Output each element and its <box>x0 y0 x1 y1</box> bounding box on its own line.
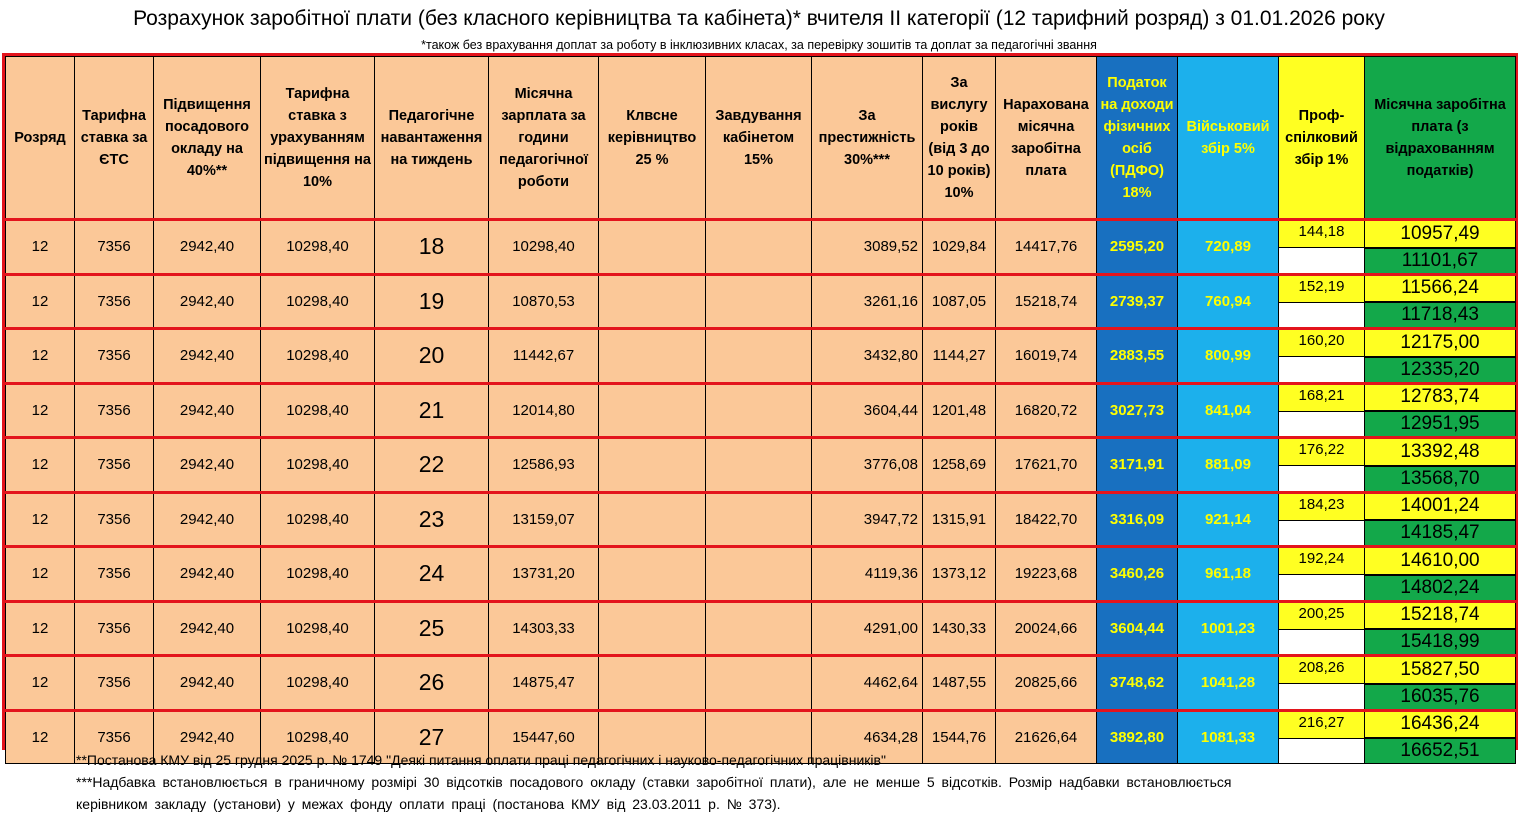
cell-class <box>599 438 706 493</box>
cell-increase: 2942,40 <box>154 492 261 547</box>
cell-net-without-union: 16035,76 <box>1365 684 1516 711</box>
cell-tariff: 7356 <box>75 492 154 547</box>
cell-class <box>599 274 706 329</box>
cell-rank: 12 <box>6 274 75 329</box>
header-military: Військовий збір 5% <box>1178 57 1279 220</box>
cell-seniority: 1201,48 <box>923 383 996 438</box>
cell-net-without-union: 11101,67 <box>1365 248 1516 275</box>
cell-union-blank <box>1279 684 1365 711</box>
cell-tariff: 7356 <box>75 274 154 329</box>
cell-monthly: 10870,53 <box>489 274 599 329</box>
cell-military: 1081,33 <box>1178 710 1279 764</box>
cell-union-blank <box>1279 357 1365 384</box>
cell-cabinet <box>706 492 812 547</box>
cell-load: 24 <box>375 547 489 602</box>
cell-net-after-union: 13392,48 <box>1365 438 1516 466</box>
cell-prestige: 3604,44 <box>812 383 923 438</box>
table-row <box>6 274 1516 302</box>
cell-accrued: 17621,70 <box>996 438 1097 493</box>
cell-load: 20 <box>375 329 489 384</box>
cell-military: 921,14 <box>1178 492 1279 547</box>
table-row <box>6 492 1516 520</box>
cell-union: 160,20 <box>1279 329 1365 357</box>
table-row <box>6 438 1516 466</box>
cell-pdfo: 3316,09 <box>1097 492 1178 547</box>
salary-table <box>5 56 1516 764</box>
header-prestige: За престижність 30%*** <box>812 57 923 220</box>
cell-tariff-adj: 10298,40 <box>261 220 375 275</box>
cell-rank: 12 <box>6 547 75 602</box>
cell-seniority: 1144,27 <box>923 329 996 384</box>
cell-cabinet <box>706 547 812 602</box>
cell-rank: 12 <box>6 492 75 547</box>
cell-military: 1001,23 <box>1178 601 1279 656</box>
cell-class <box>599 547 706 602</box>
cell-seniority: 1087,05 <box>923 274 996 329</box>
cell-accrued: 16019,74 <box>996 329 1097 384</box>
cell-military: 800,99 <box>1178 329 1279 384</box>
cell-prestige: 3432,80 <box>812 329 923 384</box>
cell-cabinet <box>706 383 812 438</box>
cell-prestige: 4634,28 <box>812 710 923 764</box>
cell-net-after-union: 15827,50 <box>1365 656 1516 684</box>
cell-union: 176,22 <box>1279 438 1365 466</box>
header-row <box>6 57 1516 220</box>
cell-class <box>599 492 706 547</box>
cell-union-blank <box>1279 520 1365 547</box>
cell-net-after-union: 12783,74 <box>1365 383 1516 411</box>
cell-increase: 2942,40 <box>154 329 261 384</box>
cell-tariff: 7356 <box>75 601 154 656</box>
cell-increase: 2942,40 <box>154 547 261 602</box>
cell-prestige: 4119,36 <box>812 547 923 602</box>
table-row <box>6 220 1516 248</box>
cell-union: 152,19 <box>1279 274 1365 302</box>
cell-tariff-adj: 10298,40 <box>261 601 375 656</box>
cell-rank: 12 <box>6 329 75 384</box>
cell-cabinet <box>706 601 812 656</box>
cell-class <box>599 383 706 438</box>
cell-tariff-adj: 10298,40 <box>261 547 375 602</box>
cell-union-blank <box>1279 629 1365 656</box>
cell-class <box>599 656 706 711</box>
table-row <box>6 710 1516 738</box>
cell-net-without-union: 13568,70 <box>1365 466 1516 493</box>
cell-seniority: 1029,84 <box>923 220 996 275</box>
cell-increase: 2942,40 <box>154 710 261 764</box>
cell-monthly: 13731,20 <box>489 547 599 602</box>
cell-load: 25 <box>375 601 489 656</box>
cell-increase: 2942,40 <box>154 383 261 438</box>
cell-military: 760,94 <box>1178 274 1279 329</box>
cell-tariff-adj: 10298,40 <box>261 656 375 711</box>
cell-net-without-union: 12335,20 <box>1365 357 1516 384</box>
cell-prestige: 3776,08 <box>812 438 923 493</box>
cell-prestige: 4291,00 <box>812 601 923 656</box>
cell-union-blank <box>1279 466 1365 493</box>
footnote-1: **Постанова КМУ від 25 грудня 2025 р. № 1749 "Деякі питання оплати праці педагогічних і науково-педагогічних працівників" <box>76 752 886 768</box>
header-tariff-adjusted: Тарифна ставка з урахуванням підвищення на 10% <box>261 57 375 220</box>
cell-union: 184,23 <box>1279 492 1365 520</box>
cell-monthly: 14875,47 <box>489 656 599 711</box>
cell-pdfo: 3604,44 <box>1097 601 1178 656</box>
cell-net-without-union: 15418,99 <box>1365 629 1516 656</box>
cell-tariff-adj: 10298,40 <box>261 274 375 329</box>
cell-load: 19 <box>375 274 489 329</box>
cell-seniority: 1373,12 <box>923 547 996 602</box>
header-monthly: Місячна зарплата за години педагогічної роботи <box>489 57 599 220</box>
cell-tariff-adj: 10298,40 <box>261 710 375 764</box>
cell-net-without-union: 14185,47 <box>1365 520 1516 547</box>
cell-union: 192,24 <box>1279 547 1365 575</box>
header-seniority: За вислугу років (від 3 до 10 років) 10% <box>923 57 996 220</box>
cell-accrued: 18422,70 <box>996 492 1097 547</box>
cell-increase: 2942,40 <box>154 220 261 275</box>
cell-increase: 2942,40 <box>154 274 261 329</box>
cell-pdfo: 3027,73 <box>1097 383 1178 438</box>
cell-rank: 12 <box>6 438 75 493</box>
cell-tariff: 7356 <box>75 383 154 438</box>
page-title: Розрахунок заробітної плати (без класного керівництва та кабінета)* вчителя ІІ категорії (12 тарифний розряд) з 01.01.2026 року <box>133 7 1385 30</box>
cell-pdfo: 2883,55 <box>1097 329 1178 384</box>
cell-net-after-union: 16436,24 <box>1365 710 1516 738</box>
cell-net-after-union: 10957,49 <box>1365 220 1516 248</box>
cell-pdfo: 2595,20 <box>1097 220 1178 275</box>
cell-tariff: 7356 <box>75 220 154 275</box>
cell-tariff: 7356 <box>75 547 154 602</box>
cell-monthly: 14303,33 <box>489 601 599 656</box>
cell-load: 27 <box>375 710 489 764</box>
cell-seniority: 1430,33 <box>923 601 996 656</box>
cell-rank: 12 <box>6 383 75 438</box>
cell-monthly: 10298,40 <box>489 220 599 275</box>
header-rank: Розряд <box>6 57 75 220</box>
cell-increase: 2942,40 <box>154 438 261 493</box>
cell-rank: 12 <box>6 220 75 275</box>
cell-prestige: 3947,72 <box>812 492 923 547</box>
header-class-guidance: Клвсне керівництво 25 % <box>599 57 706 220</box>
cell-prestige: 3089,52 <box>812 220 923 275</box>
cell-tariff: 7356 <box>75 656 154 711</box>
cell-tariff: 7356 <box>75 438 154 493</box>
cell-load: 26 <box>375 656 489 711</box>
cell-increase: 2942,40 <box>154 656 261 711</box>
cell-union-blank <box>1279 575 1365 602</box>
cell-load: 18 <box>375 220 489 275</box>
cell-tariff-adj: 10298,40 <box>261 438 375 493</box>
header-net: Місячна заробітна плата (з відрахованням податків) <box>1365 57 1516 220</box>
cell-monthly: 12014,80 <box>489 383 599 438</box>
cell-net-without-union: 11718,43 <box>1365 302 1516 329</box>
cell-net-without-union: 12951,95 <box>1365 411 1516 438</box>
cell-military: 881,09 <box>1178 438 1279 493</box>
cell-load: 23 <box>375 492 489 547</box>
header-increase: Підвищення посадового окладу на 40%** <box>154 57 261 220</box>
table-row <box>6 383 1516 411</box>
table-row <box>6 601 1516 629</box>
cell-prestige: 3261,16 <box>812 274 923 329</box>
cell-rank: 12 <box>6 710 75 764</box>
cell-class <box>599 329 706 384</box>
cell-pdfo: 2739,37 <box>1097 274 1178 329</box>
table-row <box>6 656 1516 684</box>
cell-net-after-union: 14610,00 <box>1365 547 1516 575</box>
footnotes <box>76 749 1496 815</box>
cell-military: 841,04 <box>1178 383 1279 438</box>
cell-cabinet <box>706 656 812 711</box>
cell-tariff-adj: 10298,40 <box>261 383 375 438</box>
header-accrued: Нарахована місячна заробітна плата <box>996 57 1097 220</box>
cell-cabinet <box>706 329 812 384</box>
cell-net-after-union: 14001,24 <box>1365 492 1516 520</box>
cell-military: 961,18 <box>1178 547 1279 602</box>
cell-union-blank <box>1279 248 1365 275</box>
cell-union: 208,26 <box>1279 656 1365 684</box>
table-row <box>6 547 1516 575</box>
header-pdfo: Податок на доходи фізичних осіб (ПДФО) 18% <box>1097 57 1178 220</box>
cell-class <box>599 220 706 275</box>
cell-seniority: 1258,69 <box>923 438 996 493</box>
cell-union: 216,27 <box>1279 710 1365 738</box>
cell-union-blank <box>1279 411 1365 438</box>
cell-pdfo: 3892,80 <box>1097 710 1178 764</box>
cell-accrued: 15218,74 <box>996 274 1097 329</box>
cell-net-after-union: 12175,00 <box>1365 329 1516 357</box>
cell-accrued: 20024,66 <box>996 601 1097 656</box>
cell-accrued: 14417,76 <box>996 220 1097 275</box>
header-union: Проф-спілковий збір 1% <box>1279 57 1365 220</box>
cell-rank: 12 <box>6 656 75 711</box>
cell-accrued: 16820,72 <box>996 383 1097 438</box>
cell-monthly: 13159,07 <box>489 492 599 547</box>
cell-cabinet <box>706 274 812 329</box>
cell-monthly: 11442,67 <box>489 329 599 384</box>
table-row <box>6 329 1516 357</box>
cell-union: 144,18 <box>1279 220 1365 248</box>
cell-accrued: 19223,68 <box>996 547 1097 602</box>
cell-load: 21 <box>375 383 489 438</box>
header-load: Педагогічне навантаження на тиждень <box>375 57 489 220</box>
header-cabinet: Завдування кабінетом 15% <box>706 57 812 220</box>
cell-accrued: 20825,66 <box>996 656 1097 711</box>
cell-increase: 2942,40 <box>154 601 261 656</box>
cell-accrued: 21626,64 <box>996 710 1097 764</box>
cell-monthly: 15447,60 <box>489 710 599 764</box>
header-tariff: Тарифна ставка за ЄТС <box>75 57 154 220</box>
cell-seniority: 1315,91 <box>923 492 996 547</box>
cell-load: 22 <box>375 438 489 493</box>
cell-tariff: 7356 <box>75 710 154 764</box>
footnote-2: ***Надбавка встановлюється в граничному розмірі 30 відсотків посадового окладу (ставки заробітної плати), але не менше 5 відсотків. Розмір надбавки встановлюється <box>76 774 1232 790</box>
cell-net-after-union: 11566,24 <box>1365 274 1516 302</box>
cell-military: 1041,28 <box>1178 656 1279 711</box>
cell-union-blank <box>1279 302 1365 329</box>
footnote-3: керівником закладу (установи) у межах фонду оплати праці (постанова КМУ від 23.03.2011 р. № 373). <box>76 796 781 812</box>
cell-class <box>599 601 706 656</box>
cell-net-without-union: 16652,51 <box>1365 738 1516 764</box>
cell-union: 200,25 <box>1279 601 1365 629</box>
cell-prestige: 4462,64 <box>812 656 923 711</box>
cell-pdfo: 3460,26 <box>1097 547 1178 602</box>
cell-cabinet <box>706 438 812 493</box>
cell-net-after-union: 15218,74 <box>1365 601 1516 629</box>
cell-seniority: 1487,55 <box>923 656 996 711</box>
cell-tariff-adj: 10298,40 <box>261 492 375 547</box>
cell-monthly: 12586,93 <box>489 438 599 493</box>
cell-pdfo: 3171,91 <box>1097 438 1178 493</box>
cell-seniority: 1544,76 <box>923 710 996 764</box>
cell-military: 720,89 <box>1178 220 1279 275</box>
cell-tariff: 7356 <box>75 329 154 384</box>
cell-rank: 12 <box>6 601 75 656</box>
cell-tariff-adj: 10298,40 <box>261 329 375 384</box>
cell-cabinet <box>706 220 812 275</box>
cell-union: 168,21 <box>1279 383 1365 411</box>
cell-pdfo: 3748,62 <box>1097 656 1178 711</box>
page-subtitle: *також без врахування доплат за роботу в інклюзивних класах, за перевірку зошитів та доплат за педагогічні звання <box>421 38 1097 52</box>
cell-net-without-union: 14802,24 <box>1365 575 1516 602</box>
